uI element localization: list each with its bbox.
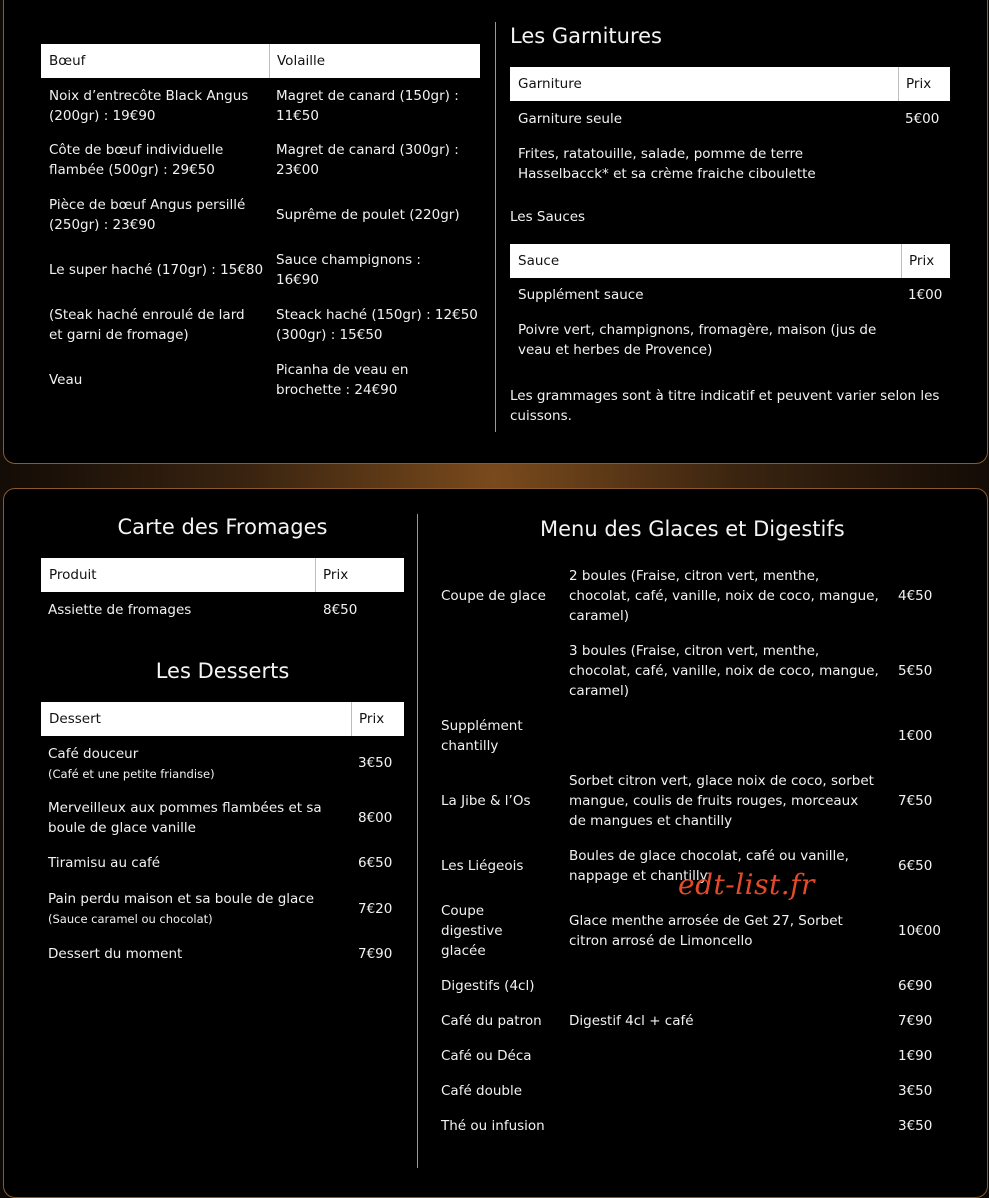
glace-name: Café du patron [441, 1013, 542, 1029]
meat-cell-boeuf: Pièce de bœuf Angus persillé (250gr) : 23€90 [49, 197, 246, 233]
glace-price: 6€50 [898, 858, 933, 874]
meat-cell-boeuf: Côte de bœuf individuelle flambée (500gr) : 29€50 [49, 142, 224, 178]
header-prix-fromage: Prix [323, 567, 349, 583]
garnitures-table-header [510, 67, 950, 101]
dessert-price: 7€90 [358, 946, 393, 962]
header-sauce: Sauce [518, 253, 560, 269]
glace-price: 7€90 [898, 1013, 933, 1029]
sauce-description: Poivre vert, champignons, fromagère, maison (jus de veau et herbes de Provence) [518, 322, 877, 358]
dessert-note: (Sauce caramel ou chocolat) [48, 912, 213, 926]
dessert-note: (Café et une petite friandise) [48, 767, 215, 781]
glace-name: Les Liégeois [441, 858, 524, 874]
glace-name: Supplément chantilly [441, 718, 523, 754]
garnitures-title: Les Garnitures [510, 24, 662, 48]
grammage-note: Les grammages sont à titre indicatif et peuvent varier selon les cuissons. [510, 388, 940, 424]
bottom-column-divider [417, 514, 418, 1168]
meat-cell-volaille: Sauce champignons : 16€90 [276, 252, 421, 288]
glace-description: Boules de glace chocolat, café ou vanille, nappage et chantilly [569, 848, 849, 884]
glace-price: 10€00 [898, 923, 941, 939]
glace-price: 6€90 [898, 978, 933, 994]
glace-price: 1€90 [898, 1048, 933, 1064]
glace-name: Thé ou infusion [441, 1118, 545, 1134]
sauce-row-price: 1€00 [908, 287, 943, 303]
header-prix-sauce: Prix [909, 253, 935, 269]
glace-description: Glace menthe arrosée de Get 27, Sorbet citron arrosé de Limoncello [569, 913, 843, 949]
dessert-price: 6€50 [358, 855, 393, 871]
dessert-name: Merveilleux aux pommes flambées et sa boule de glace vanille [48, 800, 322, 836]
fromages-title: Carte des Fromages [117, 515, 328, 539]
header-boeuf: Bœuf [49, 53, 86, 69]
sauces-title: Les Sauces [510, 209, 586, 225]
dessert-price: 3€50 [358, 755, 393, 771]
header-prix-dessert: Prix [359, 711, 385, 727]
dessert-name: Dessert du moment [48, 946, 183, 962]
glace-name: La Jibe & l’Os [441, 793, 531, 809]
glace-description: 2 boules (Fraise, citron vert, menthe, chocolat, café, vanille, noix de coco, mangue, caramel) [569, 568, 879, 624]
dessert-name: Pain perdu maison et sa boule de glace [48, 891, 315, 907]
glace-price: 5€50 [898, 663, 933, 679]
glace-price: 4€50 [898, 588, 933, 604]
glace-description: Digestif 4cl + café [569, 1013, 694, 1029]
meat-cell-boeuf: Le super haché (170gr) : 15€80 [49, 262, 264, 278]
garniture-row-price: 5€00 [905, 111, 940, 127]
meat-cell-volaille: Suprême de poulet (220gr) [276, 207, 460, 223]
meat-cell-boeuf: (Steak haché enroulé de lard et garni de fromage) [49, 307, 245, 343]
glace-name: Café double [441, 1083, 523, 1099]
garniture-row-name: Garniture seule [518, 111, 623, 127]
dessert-name: Tiramisu au café [48, 855, 161, 871]
meats-table-header [41, 44, 480, 78]
glace-description: Sorbet citron vert, glace noix de coco, sorbet mangue, coulis de fruits rouges, morceaux de mangues et chantilly [569, 773, 874, 829]
meat-cell-volaille: Steack haché (150gr) : 12€50 (300gr) : 15€50 [276, 307, 478, 343]
garniture-description: Frites, ratatouille, salade, pomme de terre Hasselbacck* et sa crème fraiche ciboulette [518, 146, 816, 182]
top-column-divider [495, 22, 496, 432]
dessert-price: 7€20 [358, 901, 393, 917]
desserts-table-header [41, 702, 404, 736]
glace-price: 7€50 [898, 793, 933, 809]
glaces-title: Menu des Glaces et Digestifs [540, 517, 845, 541]
glace-price: 1€00 [898, 728, 933, 744]
header-garniture: Garniture [518, 76, 582, 92]
meat-cell-volaille: Magret de canard (300gr) : 23€00 [276, 142, 459, 178]
sauce-row-name: Supplément sauce [518, 287, 644, 303]
glace-name: Coupe digestive glacée [441, 903, 503, 959]
header-produit: Produit [49, 567, 97, 583]
glace-name: Coupe de glace [441, 588, 546, 604]
glace-name: Digestifs (4cl) [441, 978, 535, 994]
sauces-table-header [510, 244, 950, 278]
watermark: edt-list.fr [678, 868, 815, 901]
header-prix: Prix [906, 76, 932, 92]
glace-name: Café ou Déca [441, 1048, 532, 1064]
dessert-name: Café douceur [48, 746, 139, 762]
fromage-row-price: 8€50 [323, 602, 358, 618]
glace-description: 3 boules (Fraise, citron vert, menthe, chocolat, café, vanille, noix de coco, mangue, caramel) [569, 643, 879, 699]
header-dessert: Dessert [49, 711, 101, 727]
header-volaille: Volaille [277, 53, 326, 69]
meat-cell-boeuf: Veau [49, 372, 83, 388]
glace-price: 3€50 [898, 1118, 933, 1134]
meat-cell-boeuf: Noix d’entrecôte Black Angus (200gr) : 19€90 [49, 88, 249, 124]
meat-cell-volaille: Picanha de veau en brochette : 24€90 [276, 362, 409, 398]
glace-price: 3€50 [898, 1083, 933, 1099]
fromage-row-name: Assiette de fromages [48, 602, 192, 618]
meat-cell-volaille: Magret de canard (150gr) : 11€50 [276, 88, 459, 124]
dessert-price: 8€00 [358, 810, 393, 826]
fromages-table-header [41, 558, 404, 592]
desserts-title: Les Desserts [155, 659, 290, 683]
